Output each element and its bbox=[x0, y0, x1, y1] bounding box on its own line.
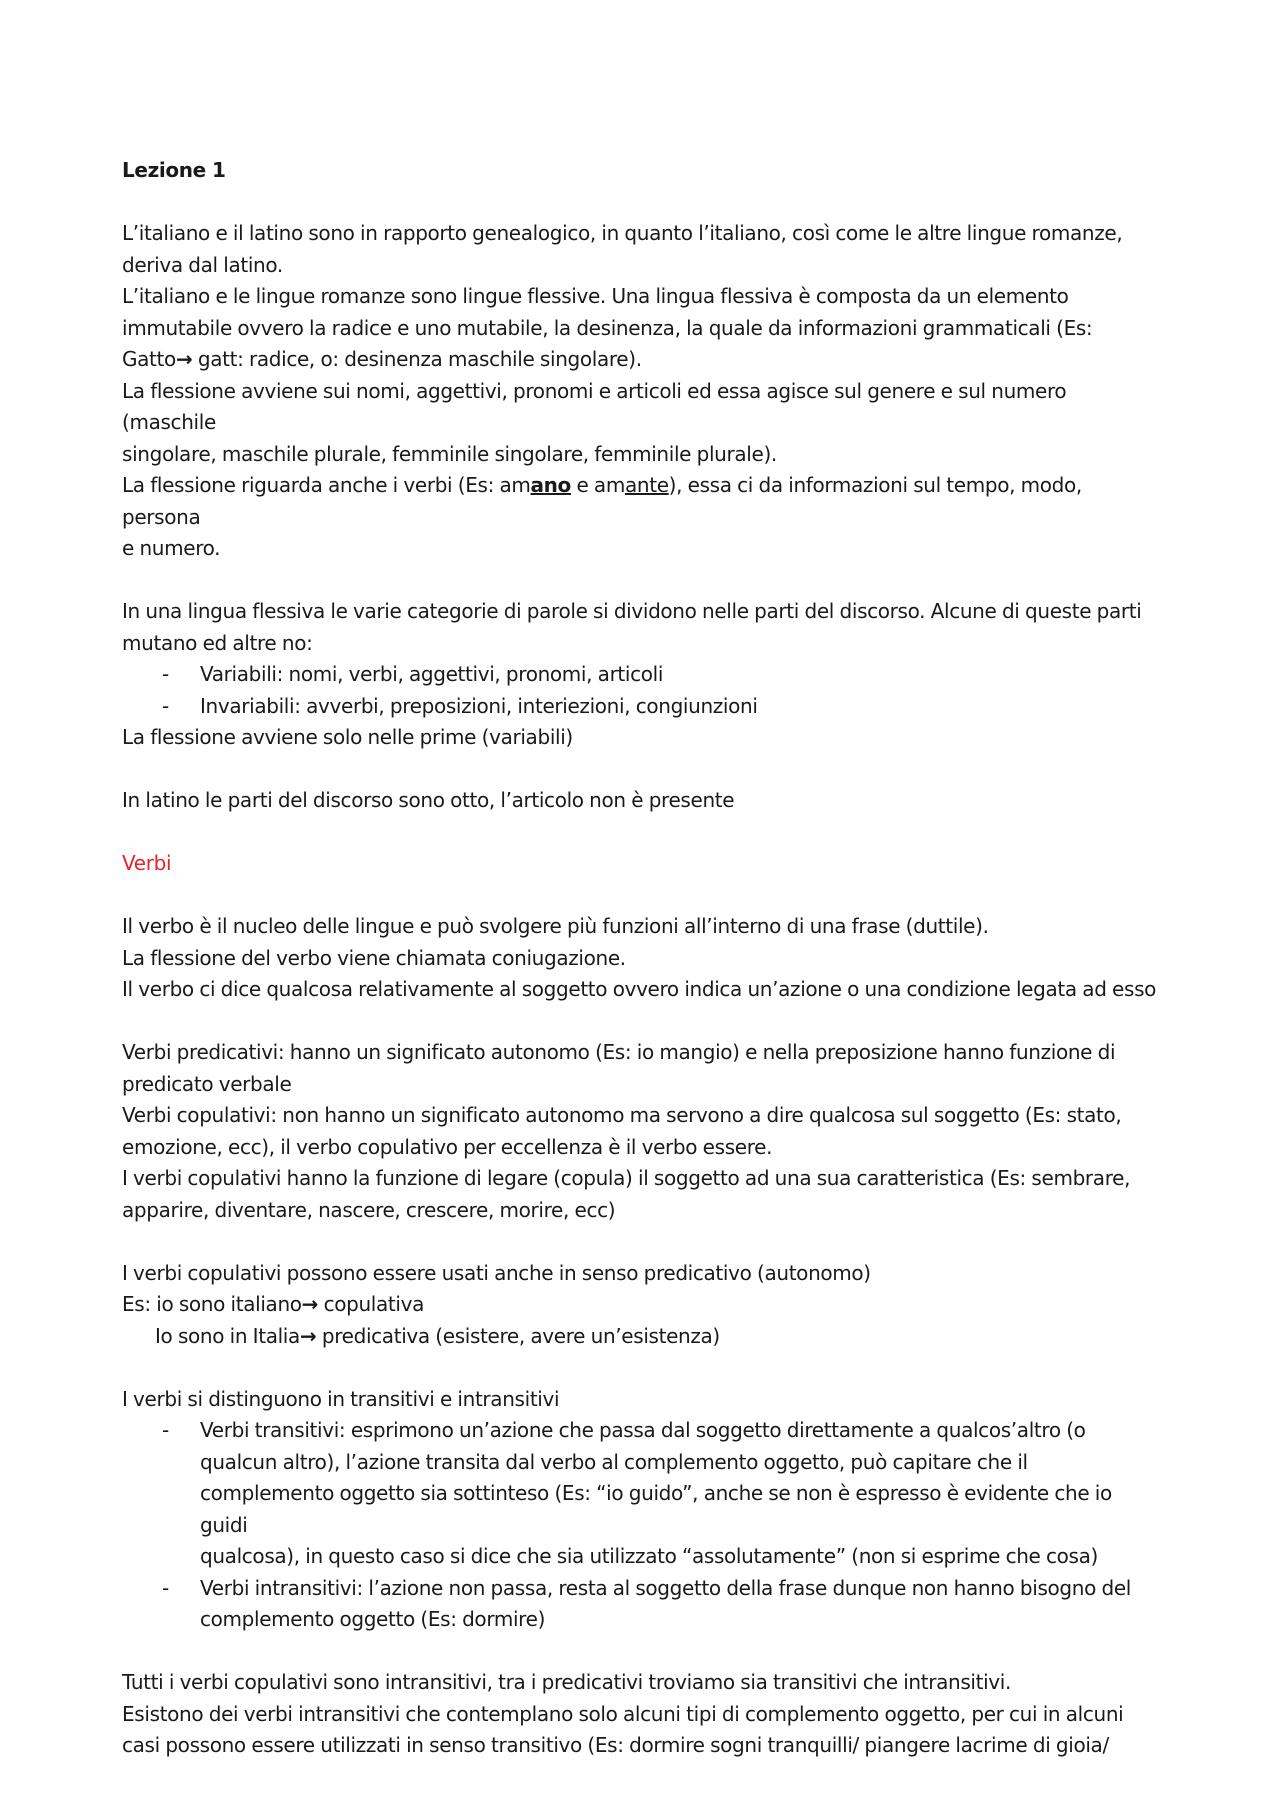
paragraph-genealogia bbox=[122, 218, 1160, 281]
text-line bbox=[122, 1321, 1160, 1353]
underlined-desinenza: ante bbox=[624, 473, 669, 497]
text-line: predicato verbale bbox=[122, 1071, 292, 1096]
text-line: singolare, maschile plurale, femminile singolare, femminile plurale). bbox=[122, 441, 777, 466]
text-line: Tutti i verbi copulativi sono intransitivi, tra i predicativi troviamo sia transitivi che intransitivi. bbox=[122, 1670, 1012, 1694]
spacer bbox=[122, 187, 1160, 219]
text-line: casi possono essere utilizzati in senso transitivo (Es: dormire sogni tranquilli/ piangere lacrime di gioia/ bbox=[122, 1733, 1109, 1757]
paragraph-copulativi-intransitivi bbox=[122, 1667, 1160, 1762]
text-line: In latino le parti del discorso sono otto, l’articolo non è presente bbox=[122, 788, 735, 812]
text-line: apparire, diventare, nascere, crescere, morire, ecc) bbox=[122, 1197, 616, 1222]
list-item: - Invariabili: avverbi, preposizioni, interiezioni, congiunzioni bbox=[122, 691, 1160, 723]
text-span: Gatto bbox=[122, 347, 176, 371]
text-line: complemento oggetto (Es: dormire) bbox=[200, 1607, 546, 1631]
text-span: Io sono in Italia bbox=[155, 1323, 300, 1348]
text-line: Verbi transitivi: esprimono un’azione che passa dal soggetto direttamente a qualcos’altro (o bbox=[200, 1418, 1086, 1442]
text-line: mutano ed altre no: bbox=[122, 630, 313, 655]
text-line: I verbi si distinguono in transitivi e intransitivi bbox=[122, 1386, 560, 1411]
list-item: - Variabili: nomi, verbi, aggettivi, pronomi, articoli bbox=[122, 659, 1160, 691]
text-line: La flessione avviene sui nomi, aggettivi, pronomi e articoli ed essa agisce sul genere e sul numero (maschile bbox=[122, 378, 1067, 434]
document-title: Lezione 1 bbox=[122, 158, 226, 182]
text-span: e am bbox=[570, 473, 625, 497]
spacer bbox=[122, 1226, 1160, 1258]
list-item bbox=[122, 1415, 1160, 1573]
spacer bbox=[122, 565, 1160, 597]
arrow-right-icon: → bbox=[175, 347, 193, 371]
text-span: gatt: radice, o: desinenza maschile singolare). bbox=[192, 347, 642, 371]
paragraph-copulativi-esempi bbox=[122, 1258, 1160, 1353]
text-line: qualcun altro), l’azione transita dal verbo al complemento oggetto, può capitare che il bbox=[200, 1449, 1028, 1474]
text-line: immutabile ovvero la radice e uno mutabile, la desinenza, la quale da informazioni grammaticali (Es: bbox=[122, 315, 1093, 340]
text-line bbox=[122, 470, 1160, 533]
text-line: Il verbo ci dice qualcosa relativamente al soggetto ovvero indica un’azione o una condizione legata ad esso bbox=[122, 977, 1157, 1001]
text-line: emozione, ecc), il verbo copulativo per eccellenza è il verbo essere. bbox=[122, 1134, 773, 1159]
underlined-desinenza: ano bbox=[530, 473, 571, 497]
arrow-right-icon: → bbox=[301, 1292, 319, 1316]
text-line: qualcosa), in questo caso si dice che sia utilizzato “assolutamente” (non si esprime che cosa) bbox=[200, 1544, 1098, 1568]
text-line bbox=[122, 1289, 1160, 1321]
spacer bbox=[122, 1006, 1160, 1038]
text-line: e numero. bbox=[122, 536, 221, 560]
text-line: La flessione avviene solo nelle prime (variabili) bbox=[122, 725, 573, 749]
spacer bbox=[122, 817, 1160, 849]
text-line: Verbi intransitivi: l’azione non passa, resta al soggetto della frase dunque non hanno bisogno del bbox=[200, 1575, 1131, 1600]
paragraph-flessione-nomi bbox=[122, 376, 1160, 471]
text-line: I verbi copulativi possono essere usati anche in senso predicativo (autonomo) bbox=[122, 1260, 871, 1285]
list-transitivi-intransitivi bbox=[122, 1415, 1160, 1636]
text-span: ), essa ci da informazioni sul tempo, modo, persona bbox=[122, 473, 1082, 529]
text-line: deriva dal latino. bbox=[122, 252, 283, 277]
text-span: Es: io sono italiano bbox=[122, 1292, 302, 1316]
text-line: I verbi copulativi hanno la funzione di legare (copula) il soggetto ad una sua caratteristica (Es: sembrare, bbox=[122, 1166, 1131, 1190]
text-line: In una lingua flessiva le varie categorie di parole si dividono nelle parti del discorso. Alcune di queste parti bbox=[122, 599, 1142, 623]
text-span: predicativa (esistere, avere un’esistenza) bbox=[316, 1323, 720, 1348]
text-line: Verbi predicativi: hanno un significato autonomo (Es: io mangio) e nella preposizione hanno funzione di bbox=[122, 1040, 1116, 1064]
paragraph-lingue-flessive bbox=[122, 281, 1160, 376]
text-line: Il verbo è il nucleo delle lingue e può svolgere più funzioni all’interno di una frase (duttile). bbox=[122, 914, 989, 938]
text-line: Verbi copulativi: non hanno un significato autonomo ma servono a dire qualcosa sul soggetto (Es: stato, bbox=[122, 1103, 1122, 1127]
text-span: La flessione riguarda anche i verbi (Es: am bbox=[122, 473, 531, 497]
arrow-right-icon: → bbox=[299, 1323, 317, 1348]
spacer bbox=[122, 754, 1160, 786]
text-span: copulativa bbox=[318, 1292, 425, 1316]
text-line: Esistono dei verbi intransitivi che contemplano solo alcuni tipi di complemento oggetto, per cui in alcuni bbox=[122, 1701, 1124, 1726]
paragraph-flessione-verbi bbox=[122, 470, 1160, 565]
text-line: L’italiano e le lingue romanze sono lingue flessive. Una lingua flessiva è composta da un elemento bbox=[122, 284, 1069, 308]
paragraph-parti-discorso bbox=[122, 596, 1160, 659]
spacer bbox=[122, 1352, 1160, 1384]
paragraph-predicativi-copulativi bbox=[122, 1037, 1160, 1226]
text-line: La flessione del verbo viene chiamata coniugazione. bbox=[122, 945, 626, 970]
spacer bbox=[122, 880, 1160, 912]
spacer bbox=[122, 1636, 1160, 1668]
list-item bbox=[122, 1573, 1160, 1636]
text-line: L’italiano e il latino sono in rapporto genealogico, in quanto l’italiano, così come le altre lingue romanze, bbox=[122, 221, 1123, 245]
text-line bbox=[122, 344, 1160, 376]
section-heading-verbi: Verbi bbox=[122, 851, 172, 875]
paragraph-verbo-nucleo bbox=[122, 911, 1160, 1006]
list-variabili-invariabili bbox=[122, 659, 1160, 722]
text-line: complemento oggetto sia sottinteso (Es: “io guido”, anche se non è espresso è evidente che io guidi bbox=[200, 1481, 1112, 1537]
